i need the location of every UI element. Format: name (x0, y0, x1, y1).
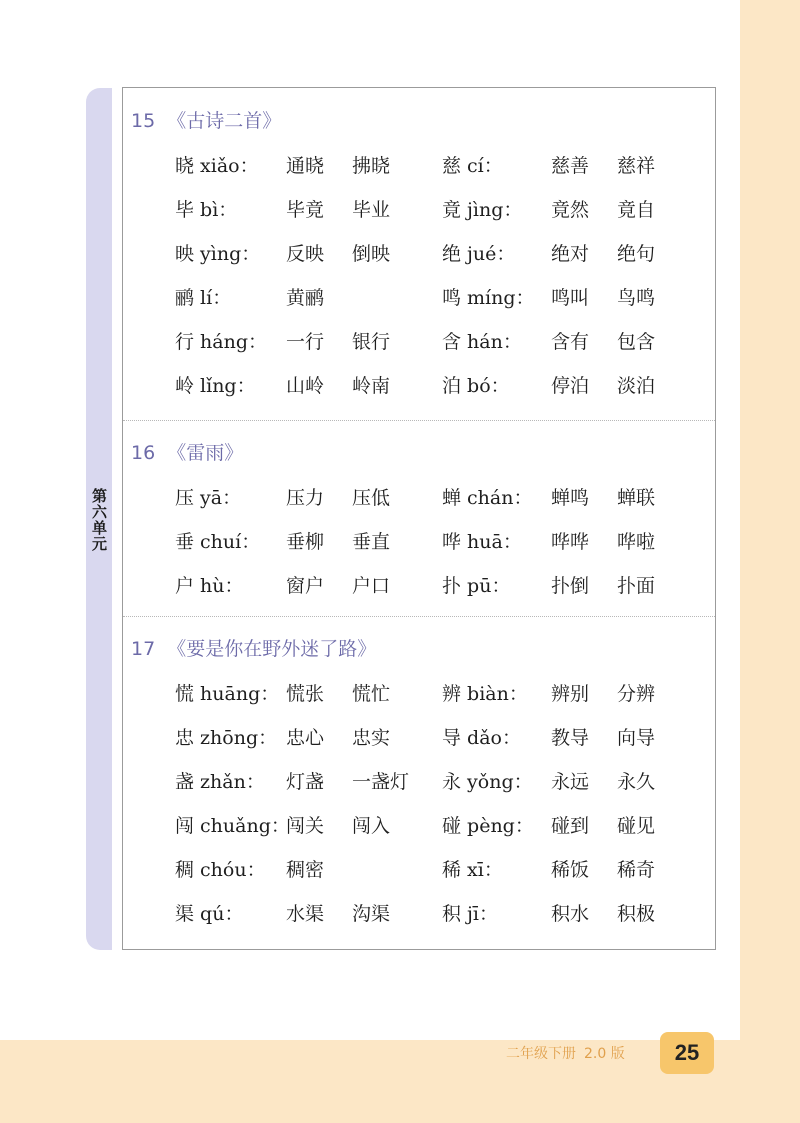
word: 银行 (352, 331, 391, 353)
char-pinyin: 哗 huā： (442, 531, 522, 553)
word: 永久 (617, 771, 656, 793)
word: 窗户 (286, 575, 325, 597)
word: 稠密 (286, 859, 325, 881)
word: 水渠 (286, 903, 325, 925)
vocab-box (122, 87, 716, 950)
word: 一盏灯 (352, 771, 410, 793)
char-pinyin: 绝 jué： (442, 243, 516, 265)
footer-grade: 二年级下册 (506, 1046, 576, 1062)
vocab-row (123, 239, 715, 269)
char-pinyin: 鹂 lí： (175, 287, 232, 309)
word: 闯入 (352, 815, 391, 837)
char-pinyin: 压 yā： (175, 487, 242, 509)
word: 永远 (551, 771, 590, 793)
lesson-section (123, 616, 715, 949)
char-pinyin: 映 yìng： (175, 243, 261, 265)
vocab-row (123, 195, 715, 225)
char-pinyin: 积 jī： (442, 903, 499, 925)
word: 沟渠 (352, 903, 391, 925)
word: 岭南 (352, 375, 391, 397)
lesson-section (123, 420, 715, 616)
word: 黄鹂 (286, 287, 325, 309)
lesson-title (131, 106, 281, 133)
word: 一行 (286, 331, 325, 353)
lesson-section (123, 88, 715, 420)
word: 竟然 (551, 199, 590, 221)
word: 碰到 (551, 815, 590, 837)
lesson-name: 《古诗二首》 (167, 110, 282, 132)
footer-book-info (506, 1043, 625, 1063)
word: 垂直 (352, 531, 391, 553)
word: 碰见 (617, 815, 656, 837)
word: 毕竟 (286, 199, 325, 221)
lesson-number: 17 (131, 638, 156, 660)
char-pinyin: 岭 lǐng： (175, 375, 256, 397)
char-pinyin: 鸣 míng： (442, 287, 535, 309)
word: 户口 (352, 575, 391, 597)
char-pinyin: 含 hán： (442, 331, 522, 353)
word: 慈善 (551, 155, 590, 177)
word: 绝对 (551, 243, 590, 265)
page-number: 25 (674, 1040, 700, 1065)
char-pinyin: 行 háng： (175, 331, 268, 353)
char-pinyin: 辨 biàn： (442, 683, 528, 705)
vocab-row (123, 679, 715, 709)
word: 分辨 (617, 683, 656, 705)
lesson-number: 15 (131, 110, 156, 132)
word: 绝句 (617, 243, 656, 265)
char-pinyin: 忠 zhōng： (175, 727, 278, 749)
vocab-row (123, 723, 715, 753)
char-pinyin: 慈 cí： (442, 155, 503, 177)
vocab-row (123, 811, 715, 841)
char-pinyin: 盏 zhǎn： (175, 771, 265, 793)
vocab-row (123, 283, 715, 313)
word: 忠实 (352, 727, 391, 749)
word: 教导 (551, 727, 590, 749)
char-pinyin: 垂 chuí： (175, 531, 261, 553)
word: 反映 (286, 243, 325, 265)
word: 哗啦 (617, 531, 656, 553)
word: 包含 (617, 331, 656, 353)
char-pinyin: 竟 jìng： (442, 199, 523, 221)
char-pinyin: 稠 chóu： (175, 859, 266, 881)
word: 淡泊 (617, 375, 656, 397)
unit-label: 第六单元 (90, 488, 108, 552)
word: 扑面 (617, 575, 656, 597)
word: 垂柳 (286, 531, 325, 553)
char-pinyin: 毕 bì： (175, 199, 238, 221)
word: 压低 (352, 487, 391, 509)
char-pinyin: 渠 qú： (175, 903, 244, 925)
char-pinyin: 碰 pèng： (442, 815, 534, 837)
word: 停泊 (551, 375, 590, 397)
word: 蝉联 (617, 487, 656, 509)
word: 稀饭 (551, 859, 590, 881)
char-pinyin: 导 dǎo： (442, 727, 521, 749)
vocab-row (123, 371, 715, 401)
word: 鸟鸣 (617, 287, 656, 309)
word: 灯盏 (286, 771, 325, 793)
word: 忠心 (286, 727, 325, 749)
vocab-row (123, 571, 715, 601)
word: 压力 (286, 487, 325, 509)
lesson-title (131, 438, 243, 465)
word: 蝉鸣 (551, 487, 590, 509)
lesson-title (131, 634, 376, 661)
char-pinyin: 泊 bó： (442, 375, 510, 397)
word: 慌忙 (352, 683, 391, 705)
word: 慈祥 (617, 155, 656, 177)
word: 稀奇 (617, 859, 656, 881)
char-pinyin: 蝉 chán： (442, 487, 533, 509)
word: 通晓 (286, 155, 325, 177)
lesson-name: 《雷雨》 (167, 442, 244, 464)
char-pinyin: 闯 chuǎng： (175, 815, 290, 837)
vocab-row (123, 855, 715, 885)
vocab-row (123, 767, 715, 797)
lesson-number: 16 (131, 442, 156, 464)
vocab-row (123, 483, 715, 513)
vocab-row (123, 327, 715, 357)
word: 扑倒 (551, 575, 590, 597)
char-pinyin: 永 yǒng： (442, 771, 533, 793)
char-pinyin: 慌 huāng： (175, 683, 280, 705)
word: 竟自 (617, 199, 656, 221)
word: 拂晓 (352, 155, 391, 177)
word: 积水 (551, 903, 590, 925)
char-pinyin: 稀 xī： (442, 859, 503, 881)
word: 含有 (551, 331, 590, 353)
word: 山岭 (286, 375, 325, 397)
word: 向导 (617, 727, 656, 749)
word: 毕业 (352, 199, 391, 221)
word: 鸣叫 (551, 287, 590, 309)
word: 积极 (617, 903, 656, 925)
word: 辨别 (551, 683, 590, 705)
word: 哗哗 (551, 531, 590, 553)
vocab-row (123, 899, 715, 929)
vocab-row (123, 527, 715, 557)
vocab-row (123, 151, 715, 181)
lesson-name: 《要是你在野外迷了路》 (167, 638, 377, 660)
char-pinyin: 扑 pū： (442, 575, 511, 597)
word: 慌张 (286, 683, 325, 705)
char-pinyin: 晓 xiǎo： (175, 155, 259, 177)
footer-version: 2.0 版 (584, 1046, 625, 1062)
word: 倒映 (352, 243, 391, 265)
word: 闯关 (286, 815, 325, 837)
char-pinyin: 户 hù： (175, 575, 244, 597)
